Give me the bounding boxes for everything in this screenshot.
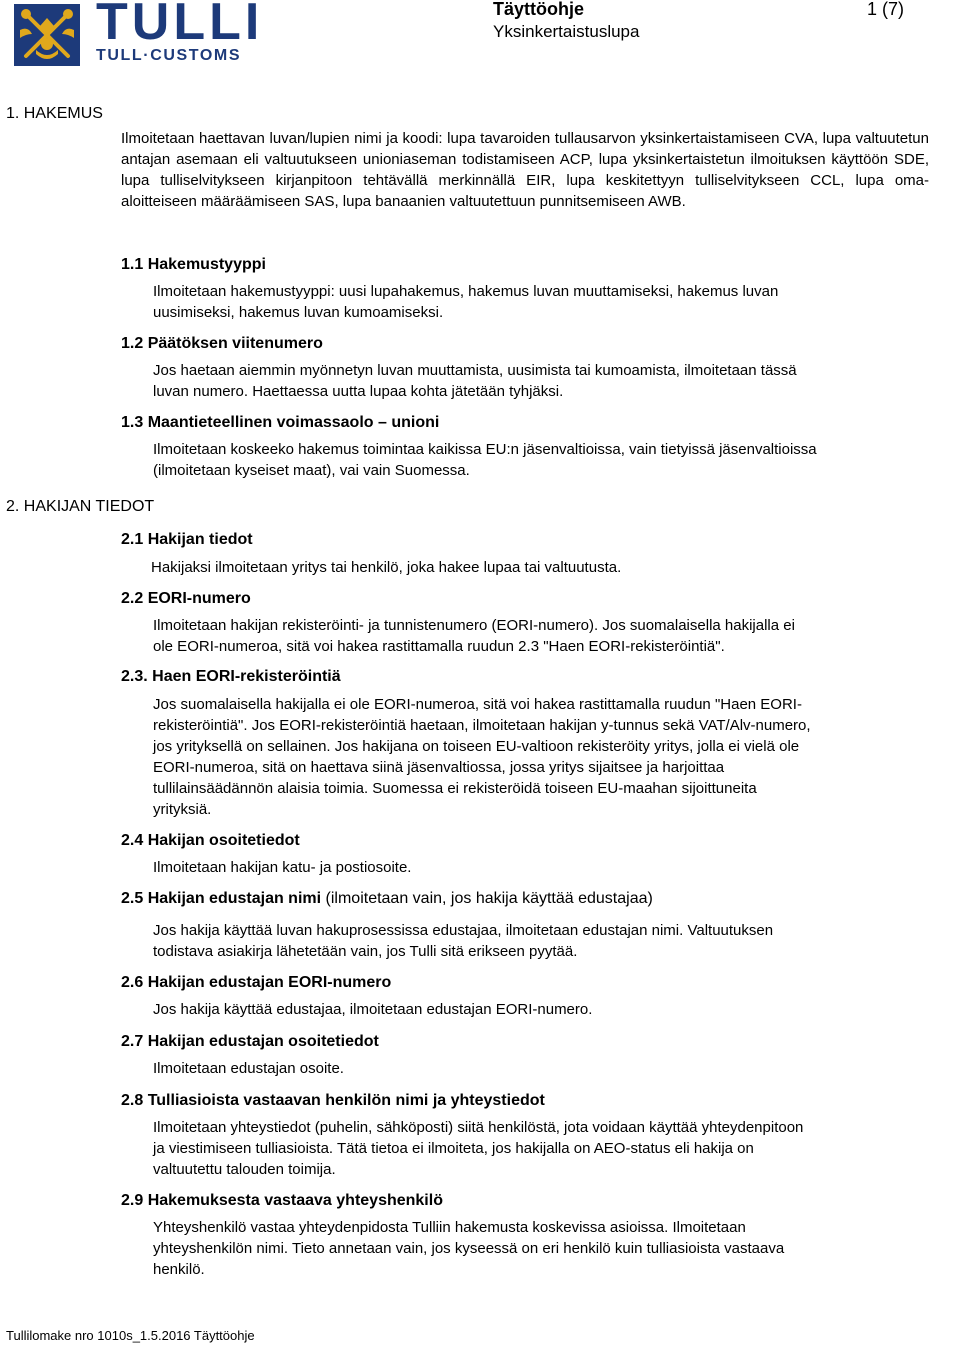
item-title-2-4: 2.4 Hakijan osoitetiedot — [121, 832, 300, 849]
item-title-2-8: 2.8 Tulliasioista vastaavan henkilön nimi ja yhteystiedot — [121, 1092, 545, 1109]
logo-subtext: TULL·CUSTOMS — [96, 47, 242, 64]
item-body-2-7: Ilmoitetaan edustajan osoite. — [153, 1060, 344, 1077]
item-title-1-1: 1.1 Hakemustyyppi — [121, 256, 266, 273]
document-title: Täyttöohje — [493, 0, 585, 19]
item-body-1-1: Ilmoitetaan hakemustyyppi: uusi lupahakemus, hakemus luvan muuttamiseksi, hakemus luvan uusimiseksi, hakemus luvan kumoamiseksi. — [153, 283, 779, 321]
item-title-1-2: 1.2 Päätöksen viitenumero — [121, 335, 323, 352]
section-heading-hakemus: 1. HAKEMUS — [6, 105, 103, 122]
item-body-2-5: Jos hakija käyttää luvan hakuprosessissa edustajaa, ilmoitetaan edustajan nimi. Valtuutuksen todistava asiakirja lähetetään vain, jos Tulli sitä erikseen pyytää. — [153, 922, 774, 960]
item-body-2-4: Ilmoitetaan hakijan katu- ja postiosoite. — [153, 859, 412, 876]
item-title-2-1: 2.1 Hakijan tiedot — [121, 531, 253, 548]
item-body-2-3: Jos suomalaisella hakijalla ei ole EORI-numeroa, sitä voi hakea rastittamalla ruudun "Haen EORI- rekisteröintiä". Jos EORI-rekisteröintiä haetaan, ilmoitetaan hakijan y-tunnus sekä VAT/Alv-numero, jos yrityksellä on sellainen. Jos hakijana on toiseen EU-valtioon rekisteröity yritys, jolla ei vielä ole EORI-numeroa, sitä on haettava siinä jäsenvaltiossa, jossa yritys sijaitsee ja harjoittaa tullilainsäädännön alaisia toimia. Suomessa ei rekisteröidä toiseen EU-maahan sijoittuneita yrityksiä. — [153, 696, 811, 818]
item-body-1-2: Jos haetaan aiemmin myönnetyn luvan muuttamista, uusimista tai kumoamista, ilmoitetaan tässä luvan numero. Haettaessa uutta lupaa kohta jätetään tyhjäksi. — [153, 362, 797, 400]
item-title-2-9: 2.9 Hakemuksesta vastaava yhteyshenkilö — [121, 1192, 443, 1209]
item-title-2-6: 2.6 Hakijan edustajan EORI-numero — [121, 974, 392, 991]
customs-emblem-logo — [14, 4, 80, 66]
item-body-2-2: Ilmoitetaan hakijan rekisteröinti- ja tunnistenumero (EORI-numero). Jos suomalaisella hakijalla ei ole EORI-numeroa, sitä voi hakea rastittamalla ruudun 2.3 "Haen EORI-rekisteröintiä". — [153, 617, 795, 655]
item-title-2-5: 2.5 Hakijan edustajan nimi (ilmoitetaan vain, jos hakija käyttää edustajaa) — [121, 890, 653, 907]
document-subtitle: Yksinkertaistuslupa — [493, 22, 640, 41]
item-title-2-7: 2.7 Hakijan edustajan osoitetiedot — [121, 1033, 379, 1050]
item-body-2-8: Ilmoitetaan yhteystiedot (puhelin, sähköposti) siitä henkilöstä, jota voidaan käyttää yhteydenpitoon ja viestimiseen tulliasioista. Tätä tietoa ei ilmoiteta, jos hakijalla on AEO-status eli hakija on valtuutettu talouden toimija. — [153, 1119, 804, 1178]
logo-wordmark: TULLI — [96, 0, 264, 51]
footer-form-number: Tullilomake nro 1010s_1.5.2016 Täyttöohje — [6, 1328, 255, 1343]
item-body-2-9: Yhteyshenkilö vastaa yhteydenpidosta Tulliin hakemusta koskevissa asioissa. Ilmoitetaan yhteyshenkilön nimi. Tieto annetaan vain, jos kyseessä on eri henkilö kuin tulliasioista vastaava henkilö. — [153, 1219, 785, 1278]
item-title-2-3: 2.3. Haen EORI-rekisteröintiä — [121, 668, 341, 685]
intro-paragraph: Ilmoitetaan haettavan luvan/lupien nimi ja koodi: lupa tavaroiden tullausarvon yksinkertaistamiseen CVA, lupa valtuutetun antajan asemaan eli valtuutukseen unioniaseman todistamiseen ACP, lupa yksinkertaistetun ilmoituksen käyttöön SDE, lupa tulliselvitykseen kirjanpitoon tehtävällä merkinnällä EIR, lupa keskitettyyn tulliselvitykseen CCL, lupa oma-aloitteiseen määräämiseen SAS, lupa banaanien valtuutettuun punnitsemiseen AWB. — [121, 130, 929, 210]
item-body-2-1: Hakijaksi ilmoitetaan yritys tai henkilö, joka hakee lupaa tai valtuutusta. — [151, 559, 622, 576]
item-body-2-6: Jos hakija käyttää edustajaa, ilmoitetaan edustajan EORI-numero. — [153, 1001, 593, 1018]
section-heading-hakijan-tiedot: 2. HAKIJAN TIEDOT — [6, 498, 155, 515]
page-number: 1 (7) — [867, 0, 905, 19]
item-body-1-3: Ilmoitetaan koskeeko hakemus toimintaa kaikissa EU:n jäsenvaltioissa, vain tietyissä jäsenvaltioissa (ilmoitetaan kyseiset maat), vai vain Suomessa. — [153, 441, 817, 479]
item-title-2-2: 2.2 EORI-numero — [121, 590, 251, 607]
item-title-1-3: 1.3 Maantieteellinen voimassaolo – unioni — [121, 414, 440, 431]
